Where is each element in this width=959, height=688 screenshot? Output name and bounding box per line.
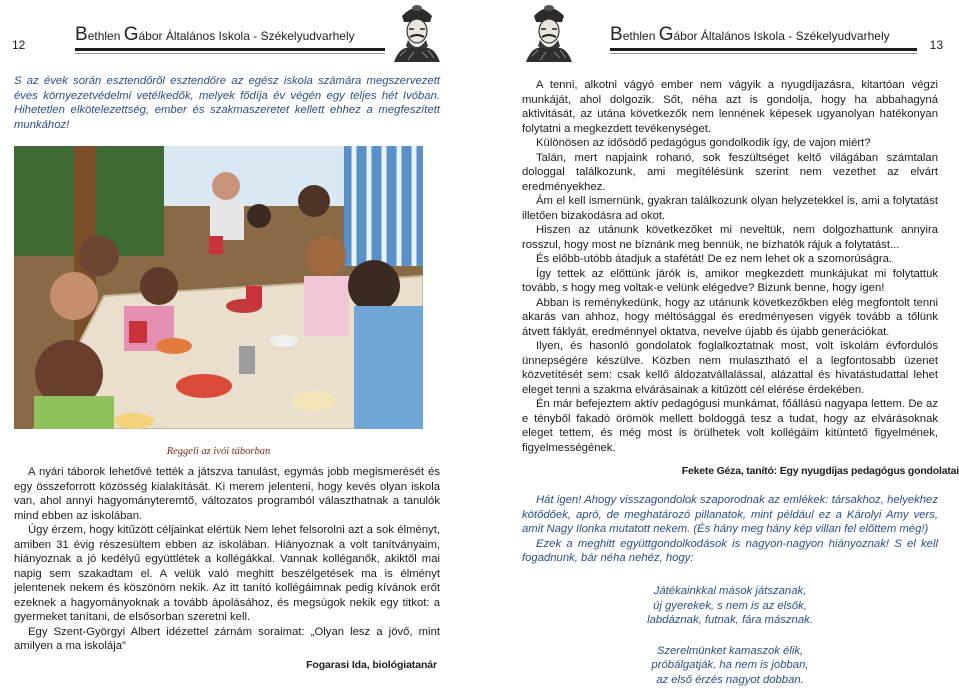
right-paragraph: Ám el kell ismernünk, gyakran találkozunk olyan helyzetekkel is, ami a folytatást illetően bizakodásra ad okot. <box>522 195 938 222</box>
left-page <box>0 0 479 688</box>
poem-intro-paragraph: Hát igen! Ahogy visszagondolok szaporodnak az emlékek: társakhoz, helyekhez kötődőek, apró, de meghatározó pillanatok, mint például ez a Károlyi Amy vers, amit Nagy Ilonka mutatott nekem. (És hány meg hány kép villan fel előttem még!) <box>522 494 938 535</box>
poem-line: Játékainkkal mások játszanak, <box>653 585 807 597</box>
right-paragraph: Abban is reménykedünk, hogy az utánunk következőkben elég megfontolt tenni akarás van ahhoz, hogy méltósággal és eredményesen vigyék tovább a tőlünk átvett fáklyát, eredménnyel oktatva, nevelve újabb és újabb generációkat. <box>522 296 938 338</box>
left-paragraph: Egy Szent-Györgyi Albert idézettel zárnám soraimat: „Olyan lesz a jövő, mint amilyen a ma iskolája” <box>14 625 440 652</box>
poem-line: próbálgatják, ha nem is jobban, <box>651 659 809 671</box>
right-paragraph: Talán, mert napjaink rohanó, sok feszültséget keltő világában számtalan dologgal találkozunk, ami megítélésünk szerint nem vezethet az elvárt eredményekhez. <box>522 151 938 193</box>
intro-paragraph: S az évek során esztendőről esztendőre az egész iskola számára megszervezett éves környezetvédelmi vetélkedők, melyek fődíja év végén egy teljes hét Ivóban. Hihetetlen elkötelezettség, ember és szakmaszeretet kellett ehhez a megfeszített munkához! <box>14 75 440 131</box>
header-rule-thin <box>610 53 917 54</box>
right-paragraph: Így tettek az előttünk járók is, amikor megkezdett munkájukat mi folytattuk tovább, s hogy meg voltak-e velünk elégedve? Bizunk benne, hogy igen! <box>522 267 938 294</box>
left-page-number: 12 <box>12 38 26 52</box>
right-paragraph: Ilyen, és hasonló gondolatok foglalkoztatnak most, volt iskolám évfordulós ünnepségére készülve. Közben nem mulasztható el a legfontosabb üzenet közvetítését sem: csak kellő áldozatvállalással, alázattal és hivatástudattal lehet eleget tenni a szakma elvárásainak a kitűzött cél elérése érdekében. <box>522 340 938 396</box>
photo-caption: Reggeli az ivói táborban <box>166 446 271 457</box>
left-school-title: Bethlen Gábor Általános Iskola - Székelyudvarhely <box>75 24 355 45</box>
right-school-title: Bethlen Gábor Általános Iskola - Székelyudvarhely <box>610 24 890 45</box>
poem-line: az első érzés nagyot dobban. <box>656 673 804 686</box>
header-rule <box>75 48 385 51</box>
right-body-text <box>522 78 938 455</box>
poem-line: új gyerekek, s nem is az elsők, <box>653 599 807 612</box>
stanza-gap <box>522 628 938 644</box>
right-page-number: 13 <box>929 38 943 52</box>
left-paragraph: Úgy érzem, hogy kitűzött céljainkat elértük Nem lehet felsorolni azt a sok élményt, amiben 31 évig részesültem ebben az iskolában. Hiányoznak a volt tanítványaim, hiányoznak a jó kedélyű együttlétek a kollégákkal. Vannak kolléganők, akiktől mai napig sem szakadtam el. A velük való meghitt beszélgetések ma is élményt jelentenek nekem és köszönöm nekik. Az itt tanító kollégáimnak pedig kívánok erőt ezeknek a hagyományoknak a tovább ápolásához, és megsúgok nekik egy titkot: a gyermeket tanítani, de elsősorban szeretni kell. <box>14 524 440 623</box>
left-signature: Fogarasi Ida, biológiatanár <box>306 659 437 671</box>
right-paragraph: És előbb-utóbb átadjuk a stafétát! De ez nem lehet ok a szomorúságra. <box>536 253 893 265</box>
right-paragraph: Én már befejeztem aktív pedagógusi munkámat, főállású nagyapa lettem. De az e tényből fakadó örömök mellett boldoggá tesz a tudat, hogy az elvárásoknak eleget tettem, és még most is örülhetek volt kollégáim kitüntető figyelmének, figyelmességének. <box>522 398 938 454</box>
right-paragraph: Különösen az idősödő pedagógus gondolkodik így, de vajon miért? <box>536 137 871 149</box>
right-paragraph: A tenni, alkotni vágyó ember nem vágyik a nyugdíjazásra, kitartóan végzi munkáját, ahol dolgozik. Sőt, néha azt is gondolja, hogy ha abbahagyná aktivitását, az utána következők nem lennének képesek ugyanolyan hatékonyan folytatni a megkezdett tevékenységet. <box>522 79 938 135</box>
left-body-text <box>14 465 440 654</box>
header-rule <box>610 48 917 51</box>
left-header <box>0 0 479 62</box>
poem-line: labdáznak, futnak, fára másznak. <box>647 614 813 626</box>
poem <box>522 584 938 687</box>
right-page <box>480 0 959 688</box>
right-signature: Fekete Géza, tanító: Egy nyugdíjas pedagógus gondolatai <box>681 465 959 477</box>
header-rule-thin <box>75 53 385 54</box>
right-paragraph: Hiszen az utánunk következőket mi neveltük, nem dolgozhattunk annyira rosszul, hogy most ne bíznánk meg bennük, ne bízhatók rájuk a folytatást... <box>522 224 938 251</box>
left-paragraph: A nyári táborok lehetővé tették a játszva tanulást, egymás jobb megismerését és egy összeforrott közösség kialakítását. Ki merem jelenteni, hogy kevés olyan iskola van, ahol annyi hagyományteremtő, változatos programból választhatnak a tanulók mind ebben az iskolában. <box>14 466 440 522</box>
poem-intro-text <box>522 493 938 566</box>
camp-breakfast-photo <box>14 146 423 429</box>
portrait-engraving-icon <box>388 2 446 62</box>
portrait-engraving-icon <box>520 2 578 62</box>
poem-intro-paragraph: Ezek a meghitt együttgondolkodások is nagyon-nagyon hiányoznak! S el kell fogadnunk, bár néha nehéz, hogy: <box>522 537 938 564</box>
poem-line: Szerelmünket kamaszok élik, <box>656 644 804 657</box>
right-header <box>480 0 959 62</box>
